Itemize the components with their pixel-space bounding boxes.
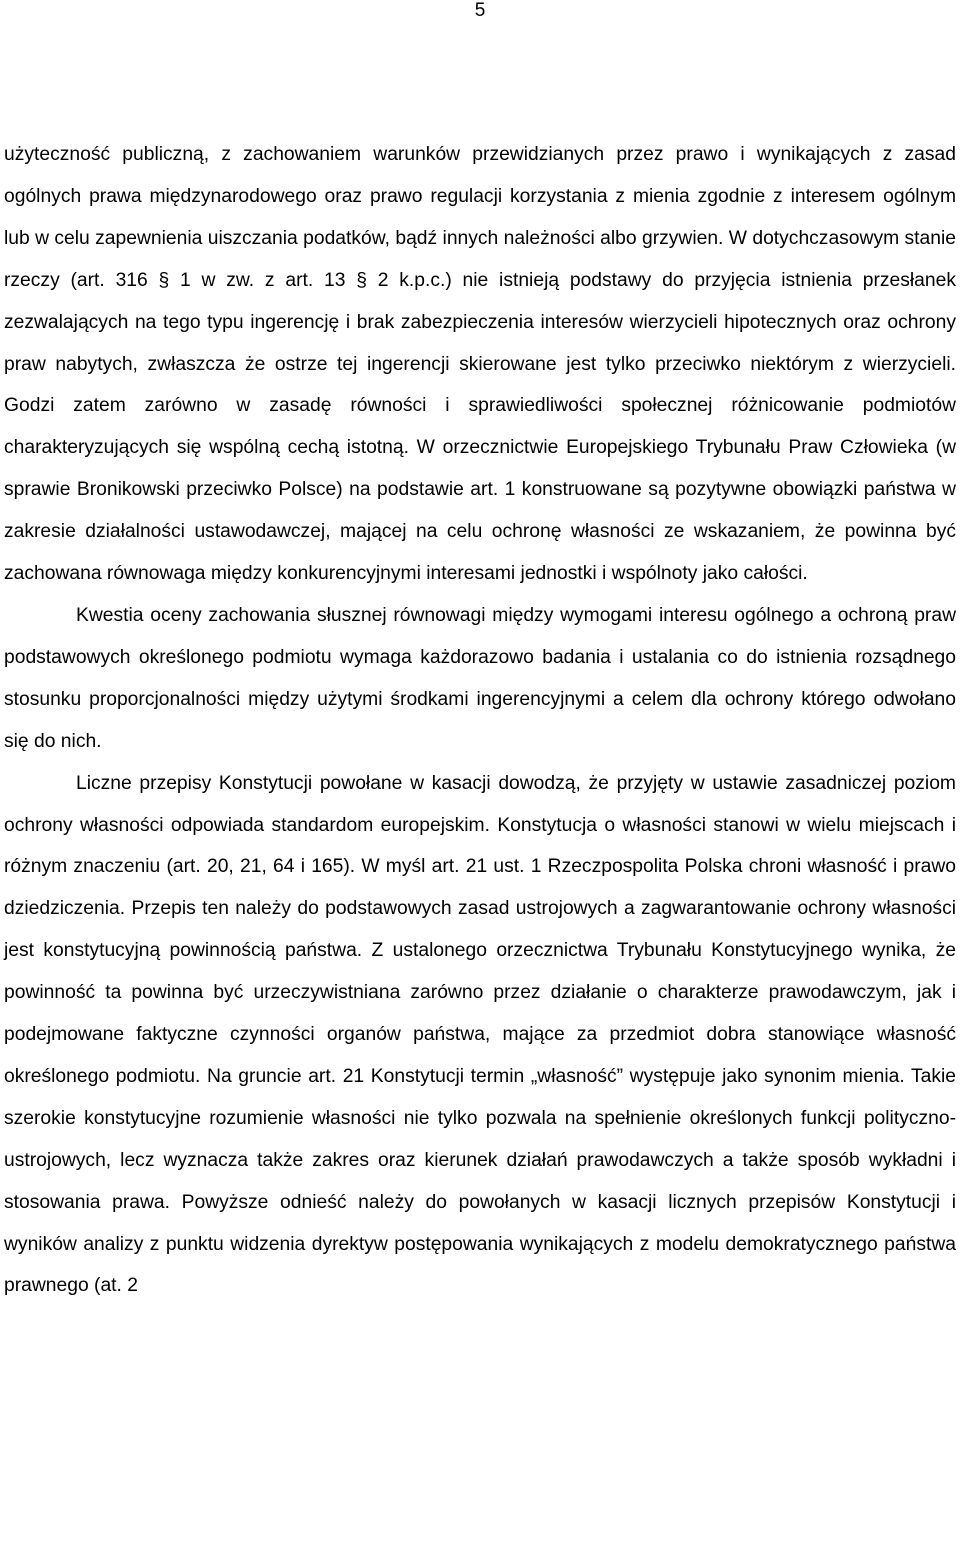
paragraph-property-protection: użyteczność publiczną, z zachowaniem warunków przewidzianych przez prawo i wynikających z zasad ogólnych prawa międzynarodowego oraz prawo regulacji korzystania z mienia zgodnie z interesem ogólnym lub w celu zapewnienia uiszczania podatków, bądź innych należności albo grzywien. W dotychczasowym stanie rzeczy (art. 316 § 1 w zw. z art. 13 § 2 k.p.c.) nie istnieją podstawy do przyjęcia istnienia przesłanek zezwalających na tego typu ingerencję i brak zabezpieczenia interesów wierzycieli hipotecznych oraz ochrony praw nabytych, zwłaszcza że ostrze tej ingerencji skierowane jest tylko przeciwko niektórym z wierzycieli. Godzi zatem zarówno w zasadę równości i sprawiedliwości społecznej różnicowanie podmiotów charakteryzujących się wspólną cechą istotną. W orzecznictwie Europejskiego Trybunału Praw Człowieka (w sprawie Bronikowski przeciwko Polsce) na podstawie art. 1 konstruowane są pozytywne obowiązki państwa w zakresie działalności ustawodawczej, mającej na celu ochronę własności ze wskazaniem, że powinna być zachowana równowaga między konkurencyjnymi interesami jednostki i wspólnoty jako całości. xyxy=(4,144,956,585)
document-body xyxy=(4,134,956,1307)
paragraph-constitution: Liczne przepisy Konstytucji powołane w kasacji dowodzą, że przyjęty w ustawie zasadniczej poziom ochrony własności odpowiada standardom europejskim. Konstytucja o własności stanowi w wielu miejscach i różnym znaczeniu (art. 20, 21, 64 i 165). W myśl art. 21 ust. 1 Rzeczpospolita Polska chroni własność i prawo dziedziczenia. Przepis ten należy do podstawowych zasad ustrojowych a zagwarantowanie ochrony własności jest konstytucyjną powinnością państwa. Z ustalonego orzecznictwa Trybunału Konstytucyjnego wynika, że powinność ta powinna być urzeczywistniana zarówno przez działanie o charakterze prawodawczym, jak i podejmowane faktyczne czynności organów państwa, mające za przedmiot dobra stanowiące własność określonego podmiotu. Na gruncie art. 21 Konstytucji termin „własność” występuje jako synonim mienia. Takie szerokie konstytucyjne rozumienie własności nie tylko pozwala na spełnienie określonych funkcji polityczno-ustrojowych, lecz wyznacza także zakres oraz kierunek działań prawodawczych a także sposób wykładni i stosowania prawa. Powyższe odnieść należy do powołanych w kasacji licznych przepisów Konstytucji i wyników analizy z punktu widzenia dyrektyw postępowania wynikających z modelu demokratycznego państwa prawnego (at. 2 xyxy=(4,772,956,1297)
paragraph-fair-balance: Kwestia oceny zachowania słusznej równowagi między wymogami interesu ogólnego a ochroną praw podstawowych określonego podmiotu wymaga każdorazowo badania i ustalania co do istnienia rozsądnego stosunku proporcjonalności między użytymi środkami ingerencyjnymi a celem dla ochrony którego odwołano się do nich. xyxy=(4,604,956,752)
page-number: 5 xyxy=(474,0,486,21)
